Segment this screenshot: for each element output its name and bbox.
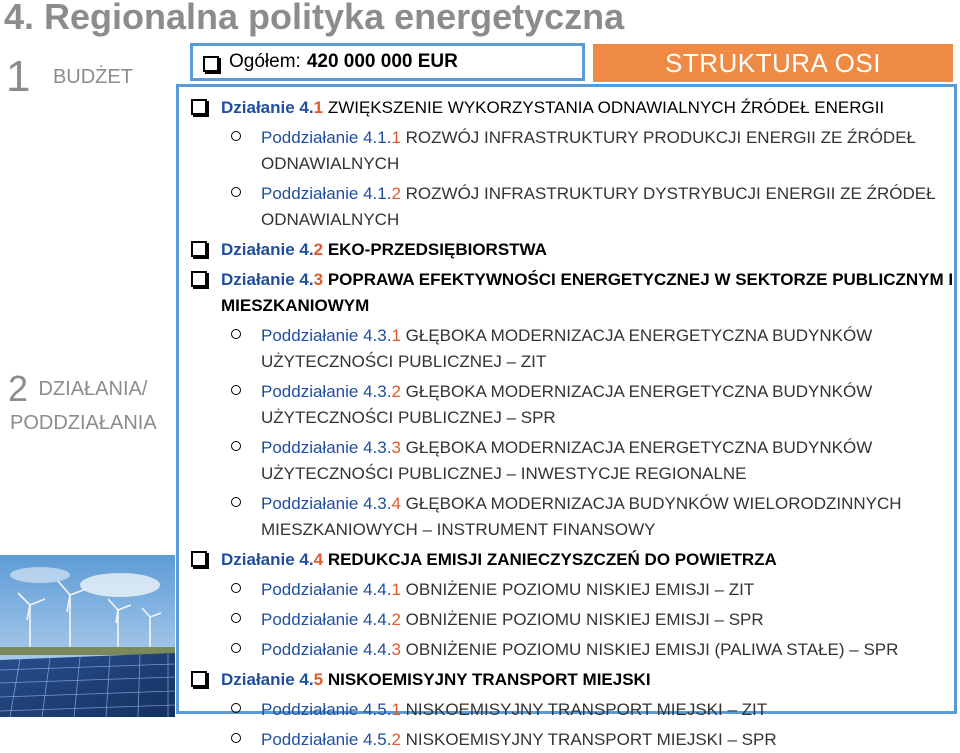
checkbox-bullet-icon [191,671,207,687]
subaction-item [191,435,954,487]
subaction-item [191,607,954,633]
subaction-prefix: Poddziałanie 4.1. [261,184,392,203]
circle-bullet-icon [231,187,241,197]
subaction-item [191,727,954,753]
action-text [221,237,547,263]
circle-bullet-icon [231,733,241,743]
subaction-title: NISKOEMISYJNY TRANSPORT MIEJSKI – SPR [405,730,777,749]
action-number: 3 [313,270,324,289]
subaction-title: ROZWÓJ INFRASTRUKTURY DYSTRYBUCJI ENERGII ZE ŹRÓDEŁ ODNAWIALNYCH [261,184,936,229]
action-item [191,237,954,263]
subaction-prefix: Poddziałanie 4.4. [261,640,392,659]
checkbox-bullet-icon [191,99,207,115]
subaction-prefix: Poddziałanie 4.3. [261,382,392,401]
actions-list [176,84,957,749]
circle-bullet-icon [231,329,241,339]
action-prefix: Działanie 4. [221,550,314,569]
subaction-title: OBNIŻENIE POZIOMU NISKIEJ EMISJI – SPR [405,610,764,629]
subaction-text [261,181,954,233]
action-title: POPRAWA EFEKTYWNOŚCI ENERGETYCZNEJ W SEKTORZE PUBLICZNYM I MIESZKANIOWYM [221,270,954,315]
circle-bullet-icon [231,643,241,653]
action-number: 4 [313,550,324,569]
circle-bullet-icon [231,583,241,593]
action-title: NISKOEMISYJNY TRANSPORT MIEJSKI [327,670,651,689]
circle-bullet-icon [231,613,241,623]
action-title: ZWIĘKSZENIE WYKORZYSTANIA ODNAWIALNYCH ŹRÓDEŁ ENERGII [327,98,885,117]
action-title: REDUKCJA EMISJI ZANIECZYSZCZEŃ DO POWIETRZA [327,550,777,569]
subaction-title: NISKOEMISYJNY TRANSPORT MIEJSKI – ZIT [405,700,768,719]
budget-box [190,43,585,81]
subaction-text [261,379,954,431]
subaction-prefix: Poddziałanie 4.3. [261,438,392,457]
action-item [191,267,954,319]
circle-bullet-icon [231,131,241,141]
subaction-prefix: Poddziałanie 4.4. [261,610,392,629]
section-label: DZIAŁANIA/ [38,377,148,400]
action-number: 2 [313,240,324,259]
subaction-item [191,125,954,177]
section-label: BUDŻET [52,65,133,88]
circle-bullet-icon [231,441,241,451]
subaction-number: 2 [391,610,401,629]
section-number: 1 [6,52,31,101]
circle-bullet-icon [231,703,241,713]
subaction-title: GŁĘBOKA MODERNIZACJA ENERGETYCZNA BUDYNKÓW UŻYTECZNOŚCI PUBLICZNEJ – SPR [261,382,873,427]
subaction-item [191,637,954,663]
subaction-text [261,125,954,177]
subaction-title: OBNIŻENIE POZIOMU NISKIEJ EMISJI – ZIT [405,580,755,599]
subaction-prefix: Poddziałanie 4.3. [261,494,392,513]
structure-header [593,44,953,82]
subaction-title: OBNIŻENIE POZIOMU NISKIEJ EMISJI (PALIWA STAŁE) – SPR [405,640,899,659]
action-text [221,267,954,319]
circle-bullet-icon [231,385,241,395]
section-actions-label [8,368,157,435]
subaction-number: 2 [391,382,401,401]
checkbox-bullet-icon [191,551,207,567]
section-number: 2 [8,368,29,409]
subaction-text [261,435,954,487]
subaction-number: 1 [391,326,401,345]
subaction-text [261,577,754,603]
subaction-prefix: Poddziałanie 4.3. [261,326,392,345]
section-label-line2: PODDZIAŁANIA [10,412,157,434]
subaction-number: 1 [391,128,401,147]
action-text [221,667,651,693]
action-item [191,667,954,693]
action-prefix: Działanie 4. [221,270,314,289]
subaction-prefix: Poddziałanie 4.4. [261,580,392,599]
action-number: 5 [313,670,324,689]
action-number: 1 [313,98,324,117]
subaction-number: 1 [391,580,401,599]
subaction-item [191,379,954,431]
subaction-number: 2 [391,730,401,749]
subaction-number: 3 [391,438,401,457]
subaction-number: 2 [391,184,401,203]
subaction-title: GŁĘBOKA MODERNIZACJA ENERGETYCZNA BUDYNKÓW UŻYTECZNOŚCI PUBLICZNEJ – ZIT [261,326,873,371]
subaction-item [191,577,954,603]
subaction-text [261,491,954,543]
subaction-text [261,727,777,753]
checkbox-bullet-icon [191,241,207,257]
circle-bullet-icon [231,497,241,507]
subaction-title: ROZWÓJ INFRASTRUKTURY PRODUKCJI ENERGII ZE ŹRÓDEŁ ODNAWIALNYCH [261,128,916,173]
action-prefix: Działanie 4. [221,670,314,689]
subaction-prefix: Poddziałanie 4.5. [261,700,392,719]
solar-panels-wind-turbines-icon [0,555,175,717]
subaction-text [261,323,954,375]
subaction-item [191,491,954,543]
checkbox-bullet-icon [203,56,219,72]
section-budget-label [6,52,133,102]
action-prefix: Działanie 4. [221,98,314,117]
action-text [221,547,777,573]
checkbox-bullet-icon [191,271,207,287]
subaction-number: 1 [391,700,401,719]
budget-value: 420 000 000 EUR [306,51,458,72]
subaction-text [261,697,767,723]
action-title: EKO-PRZEDSIĘBIORSTWA [327,240,547,259]
subaction-prefix: Poddziałanie 4.1. [261,128,392,147]
subaction-number: 4 [391,494,401,513]
action-prefix: Działanie 4. [221,240,314,259]
subaction-item [191,181,954,233]
subaction-number: 3 [391,640,401,659]
action-item [191,547,954,573]
budget-label: Ogółem: [229,51,301,72]
subaction-prefix: Poddziałanie 4.5. [261,730,392,749]
structure-label: STRUKTURA OSI [665,47,881,78]
subaction-title: GŁĘBOKA MODERNIZACJA BUDYNKÓW WIELORODZINNYCH MIESZKANIOWYCH – INSTRUMENT FINANSOWY [261,494,902,539]
subaction-title: GŁĘBOKA MODERNIZACJA ENERGETYCZNA BUDYNKÓW UŻYTECZNOŚCI PUBLICZNEJ – INWESTYCJE REGIONALNE [261,438,873,483]
subaction-text [261,637,898,663]
subaction-item [191,323,954,375]
subaction-item [191,697,954,723]
action-item [191,95,954,121]
subaction-text [261,607,764,633]
page-title: 4. Regionalna polityka energetyczna [4,0,625,37]
action-text [221,95,884,121]
